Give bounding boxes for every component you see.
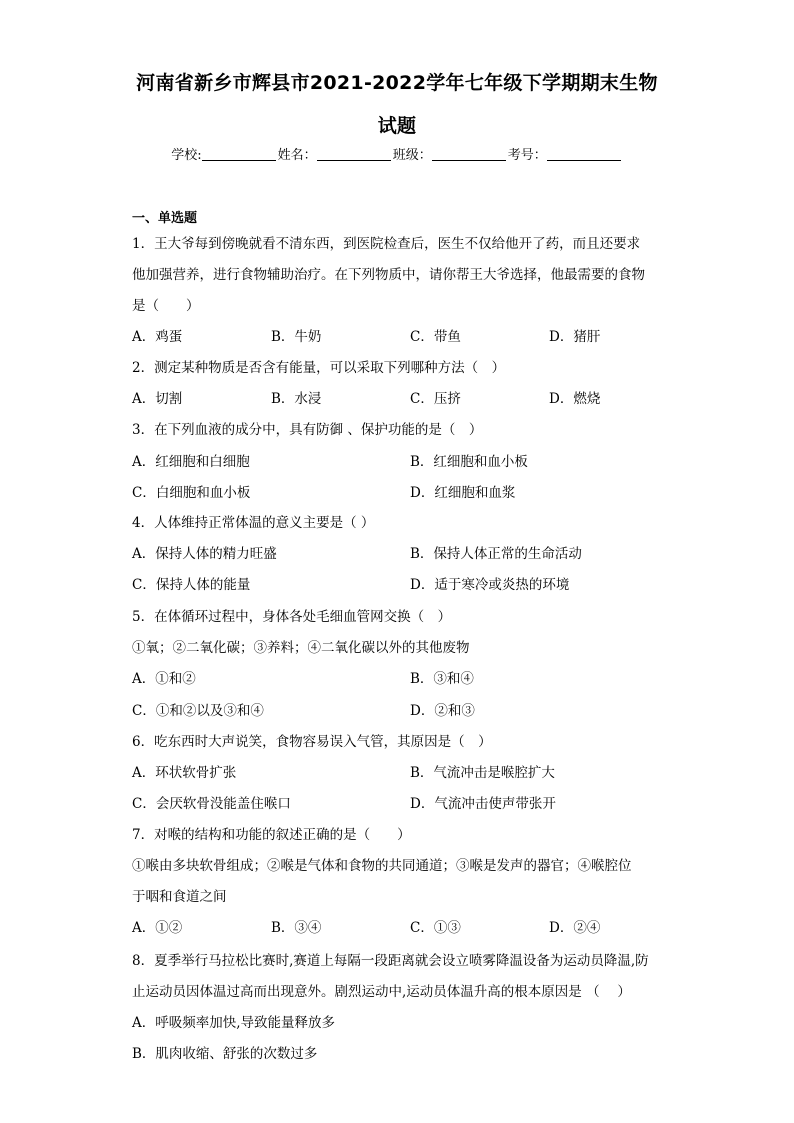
- q4-option-b: B．保持人体正常的生命活动: [410, 546, 582, 562]
- student-info-row: [0, 144, 794, 163]
- school-blank[interactable]: [202, 148, 276, 161]
- class-label: 班级：: [392, 148, 432, 163]
- q3-option-a: A．红细胞和白细胞: [132, 454, 250, 470]
- q8-option-a: A．呼吸频率加快,导致能量释放多: [132, 1015, 336, 1031]
- q1-line: 是（ ）: [132, 298, 200, 314]
- q4-option-a: A．保持人体的精力旺盛: [132, 546, 277, 562]
- q7-option-b: B．③④: [271, 920, 322, 936]
- q5-line: ①氧；②二氧化碳；③养料；④二氧化碳以外的其他废物: [132, 640, 470, 656]
- q8-line: 8．夏季举行马拉松比赛时,赛道上每隔一段距离就会设立喷雾降温设备为运动员降温,防: [132, 953, 649, 969]
- q5-option-d: D．②和③: [410, 703, 475, 719]
- q7-option-c: C．①③: [410, 920, 461, 936]
- q1-option-c: C．带鱼: [410, 329, 461, 345]
- class-blank[interactable]: [432, 148, 506, 161]
- q6-line: 6．吃东西时大声说笑，食物容易误入气管，其原因是（ ）: [132, 734, 492, 750]
- q5-option-c: C．①和②以及③和④: [132, 703, 264, 719]
- number-blank[interactable]: [547, 148, 621, 161]
- exam-title-line1: 河南省新乡市辉县市2021-2022学年七年级下学期期末生物: [136, 72, 658, 94]
- q2-line: 2．测定某种物质是否含有能量，可以采取下列哪种方法（ ）: [132, 360, 506, 376]
- q8-line: 止运动员因体温过高而出现意外。剧烈运动中,运动员体温升高的根本原因是 （ ）: [132, 984, 631, 1000]
- q5-option-b: B．③和④: [410, 671, 474, 687]
- q3-option-c: C．白细胞和血小板: [132, 485, 251, 501]
- q6-option-c: C．会厌软骨没能盖住喉口: [132, 796, 291, 812]
- school-label: 学校:: [171, 148, 202, 163]
- number-label: 考号：: [507, 148, 547, 163]
- q6-option-d: D．气流冲击使声带张开: [410, 796, 556, 812]
- exam-title-line2: 试题: [377, 115, 417, 137]
- name-blank[interactable]: [317, 148, 391, 161]
- name-label: 姓名：: [277, 148, 317, 163]
- q2-option-b: B．水浸: [271, 391, 322, 407]
- q1-option-b: B．牛奶: [271, 329, 322, 345]
- q8-option-b: B．肌肉收缩、舒张的次数过多: [132, 1046, 318, 1062]
- q1-line: 他加强营养，进行食物辅助治疗。在下列物质中，请你帮王大爷选择，他最需要的食物: [132, 267, 645, 283]
- q2-option-c: C．压挤: [410, 391, 461, 407]
- q3-line: 3．在下列血液的成分中，具有防御 、保护功能的是（ ）: [132, 422, 483, 438]
- q4-option-d: D．适于寒冷或炎热的环境: [410, 577, 570, 593]
- q6-option-a: A．环状软骨扩张: [132, 765, 237, 781]
- section-title: 一、单选题: [132, 211, 198, 226]
- q3-option-b: B．红细胞和血小板: [410, 454, 528, 470]
- q3-option-d: D．红细胞和血浆: [410, 485, 516, 501]
- q7-line: 7．对喉的结构和功能的叙述正确的是（ ）: [132, 827, 411, 843]
- q2-option-d: D．燃烧: [549, 391, 601, 407]
- q1-option-d: D．猪肝: [549, 329, 601, 345]
- q7-line: 于咽和食道之间: [132, 889, 227, 905]
- q6-option-b: B．气流冲击是喉腔扩大: [410, 765, 555, 781]
- q4-option-c: C．保持人体的能量: [132, 577, 251, 593]
- q5-option-a: A．①和②: [132, 671, 196, 687]
- q1-option-a: A．鸡蛋: [132, 329, 183, 345]
- q7-option-d: D．②④: [549, 920, 601, 936]
- q7-option-a: A．①②: [132, 920, 183, 936]
- q7-line: ①喉由多块软骨组成；②喉是气体和食物的共同通道；③喉是发声的器官；④喉腔位: [132, 858, 632, 874]
- q1-line: 1．王大爷每到傍晚就看不清东西，到医院检查后，医生不仅给他开了药，而且还要求: [132, 236, 641, 252]
- q2-option-a: A．切割: [132, 391, 183, 407]
- q5-line: 5．在体循环过程中，身体各处毛细血管网交换（ ）: [132, 609, 452, 625]
- q4-line: 4．人体维持正常体温的意义主要是（ ）: [132, 515, 375, 531]
